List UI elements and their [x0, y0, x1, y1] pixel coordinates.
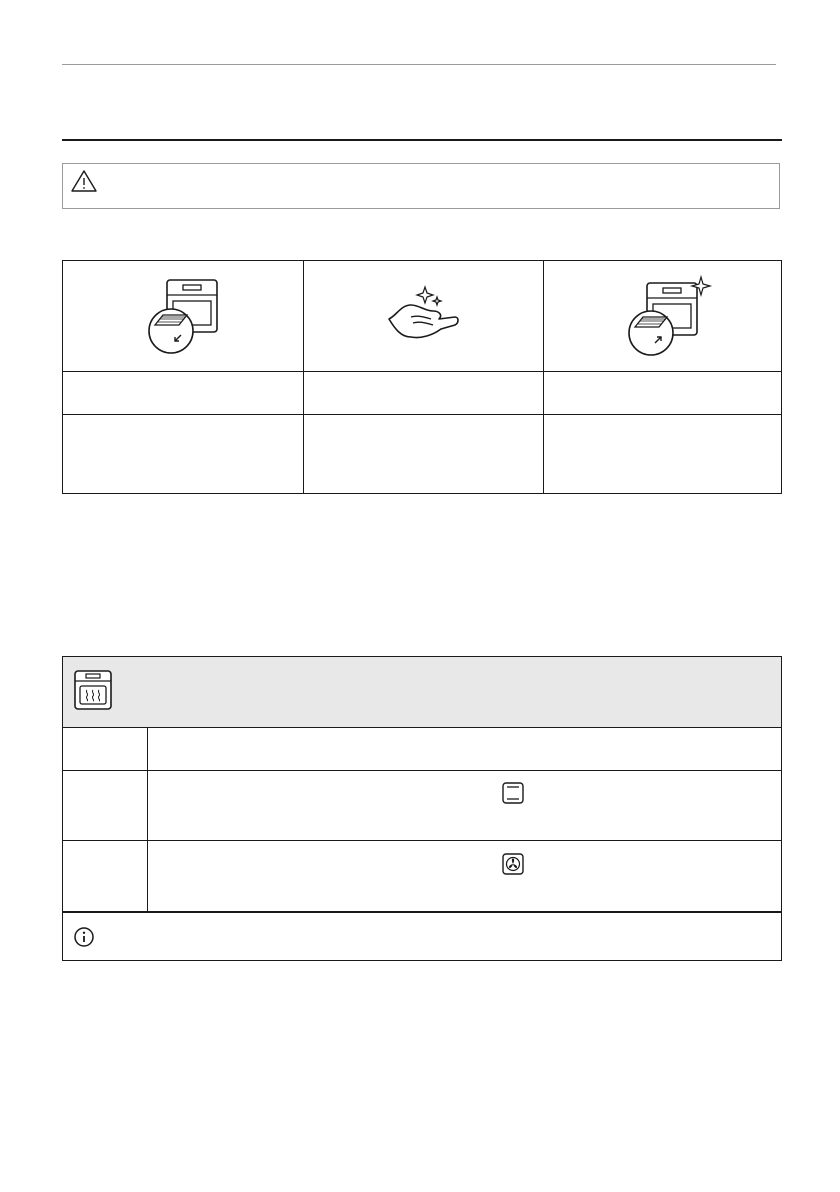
oven-remove-shelf-icon	[143, 277, 223, 357]
oven-heating-icon	[73, 669, 113, 711]
steps-row-divider	[63, 414, 781, 415]
warning-triangle-icon	[70, 168, 98, 194]
steps-table	[62, 260, 782, 494]
top-bottom-heat-icon	[501, 781, 525, 805]
note-row	[63, 911, 781, 962]
panel-header	[63, 657, 781, 728]
panel-column-divider	[147, 727, 148, 911]
hand-wipe-sparkle-icon	[383, 277, 463, 357]
panel-row	[63, 841, 781, 910]
section-rule	[62, 139, 782, 141]
heating-panel	[62, 656, 782, 961]
header-rule	[62, 64, 776, 65]
oven-insert-shelf-sparkle-icon	[623, 275, 713, 359]
warning-box	[62, 163, 780, 209]
steps-row-divider	[63, 371, 781, 372]
fan-heat-icon	[501, 852, 525, 876]
panel-row	[63, 771, 781, 841]
info-icon	[72, 925, 96, 949]
panel-row	[63, 727, 781, 771]
